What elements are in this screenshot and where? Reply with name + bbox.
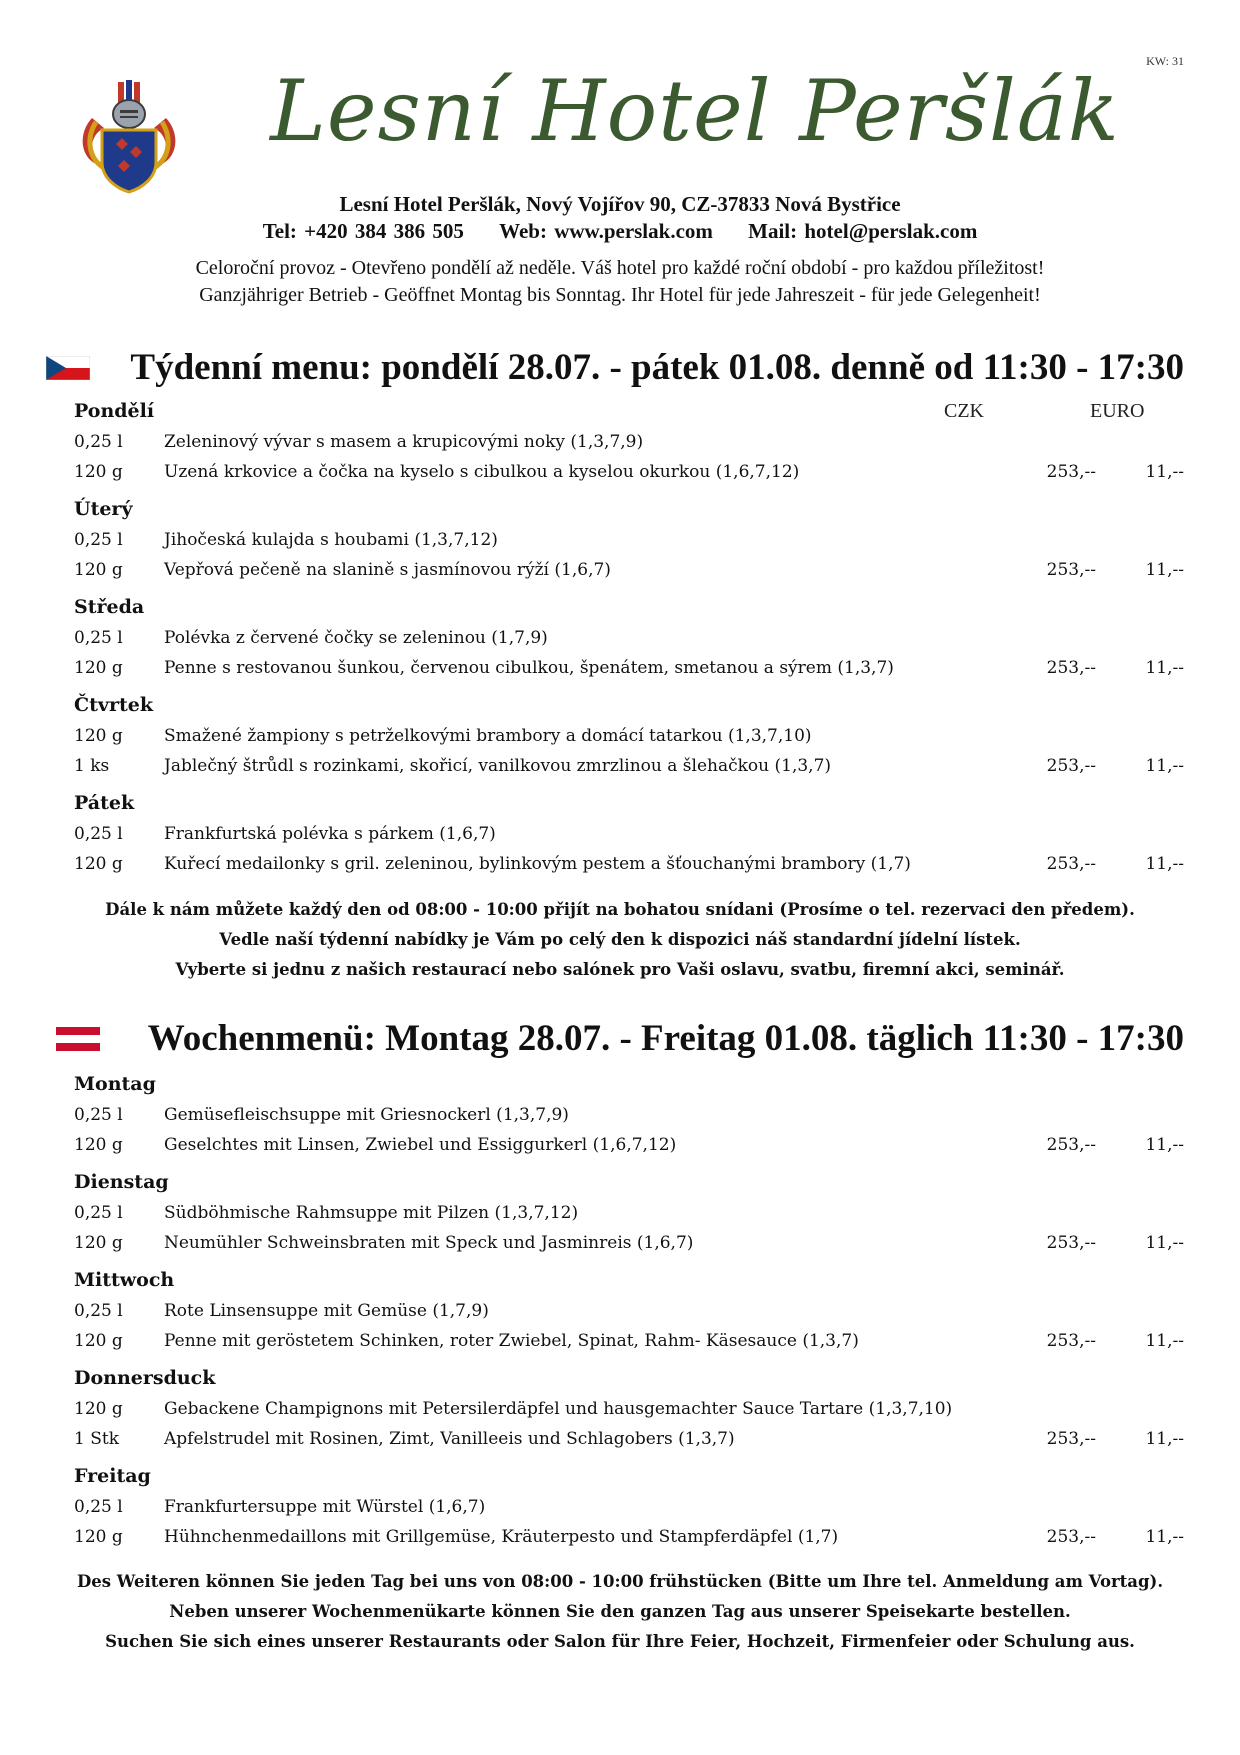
item-price-czk: 253,-- bbox=[1046, 1429, 1096, 1449]
day-heading: Čtvrtek bbox=[74, 694, 153, 716]
menu-row bbox=[74, 756, 1184, 782]
item-quantity: 120 g bbox=[74, 462, 123, 482]
german-menu-heading bbox=[0, 1017, 1240, 1061]
euro-column-header: EURO bbox=[1090, 400, 1145, 422]
item-dish: Apfelstrudel mit Rosinen, Zimt, Vanilleeis und Schlagobers (1,3,7) bbox=[164, 1429, 735, 1449]
day-heading: Středa bbox=[74, 596, 145, 618]
menu-row bbox=[74, 726, 1184, 752]
item-dish: Geselchtes mit Linsen, Zwiebel und Essiggurkerl (1,6,7,12) bbox=[164, 1135, 677, 1155]
hotel-address: Lesní Hotel Peršlák, Nový Vojířov 90, CZ-37833 Nová Bystřice bbox=[339, 192, 901, 216]
item-quantity: 1 Stk bbox=[74, 1429, 119, 1449]
german-note-events: Suchen Sie sich eines unserer Restaurants oder Salon für Ihre Feier, Hochzeit, Firmenfeier oder Schulung aus. bbox=[105, 1632, 1135, 1651]
czech-note-standard-menu: Vedle naší týdenní nabídky je Vám po celý den k dispozici náš standardní jídelní lístek. bbox=[219, 930, 1021, 949]
item-dish: Zeleninový vývar s masem a krupicovými noky (1,3,7,9) bbox=[164, 432, 644, 452]
calendar-week-label: KW: 31 bbox=[1146, 54, 1184, 68]
item-quantity: 120 g bbox=[74, 1135, 123, 1155]
item-dish: Polévka z červené čočky se zeleninou (1,7,9) bbox=[164, 628, 548, 648]
item-quantity: 1 ks bbox=[74, 756, 110, 776]
menu-row bbox=[74, 1527, 1184, 1553]
menu-row bbox=[74, 432, 1184, 458]
item-dish: Penne s restovanou šunkou, červenou cibulkou, špenátem, smetanou a sýrem (1,3,7) bbox=[164, 658, 894, 678]
item-dish: Gebackene Champignons mit Petersilerdäpfel und hausgemachter Sauce Tartare (1,3,7,10) bbox=[164, 1399, 953, 1419]
item-quantity: 120 g bbox=[74, 1399, 123, 1419]
item-quantity: 0,25 l bbox=[74, 530, 123, 550]
item-price-czk: 253,-- bbox=[1046, 658, 1096, 678]
menu-row bbox=[74, 628, 1184, 654]
czech-menu-heading bbox=[0, 346, 1240, 390]
item-quantity: 120 g bbox=[74, 1233, 123, 1253]
menu-row bbox=[74, 530, 1184, 556]
hotel-logotype: Lesní Hotel Peršlák bbox=[270, 62, 1120, 160]
item-dish: Jablečný štrůdl s rozinkami, skořicí, vanilkovou zmrzlinou a šlehačkou (1,3,7) bbox=[164, 756, 832, 776]
item-quantity: 0,25 l bbox=[74, 1301, 123, 1321]
email-link[interactable]: Mail: hotel@perslak.com bbox=[748, 219, 978, 243]
item-dish: Uzená krkovice a čočka na kyselo s cibulkou a kyselou okurkou (1,6,7,12) bbox=[164, 462, 800, 482]
menu-row bbox=[74, 658, 1184, 684]
item-quantity: 0,25 l bbox=[74, 824, 123, 844]
item-quantity: 120 g bbox=[74, 854, 123, 874]
item-price-czk: 253,-- bbox=[1046, 1527, 1096, 1547]
item-dish: Rote Linsensuppe mit Gemüse (1,7,9) bbox=[164, 1301, 489, 1321]
item-price-czk: 253,-- bbox=[1046, 854, 1096, 874]
german-menu-title: Wochenmenü: Montag 28.07. - Freitag 01.08. täglich 11:30 - 17:30 bbox=[147, 1018, 1184, 1059]
item-price-eur: 11,-- bbox=[1145, 756, 1184, 776]
item-price-eur: 11,-- bbox=[1145, 1331, 1184, 1351]
item-quantity: 120 g bbox=[74, 726, 123, 746]
item-dish: Kuřecí medailonky s gril. zeleninou, bylinkovým pestem a šťouchanými brambory (1,7) bbox=[164, 854, 911, 874]
day-heading: Pondělí bbox=[74, 400, 155, 422]
item-quantity: 0,25 l bbox=[74, 628, 123, 648]
item-quantity: 120 g bbox=[74, 1527, 123, 1547]
czech-note-breakfast: Dále k nám můžete každý den od 08:00 - 10:00 přijít na bohatou snídani (Prosíme o tel. rezervaci den předem). bbox=[105, 900, 1135, 919]
motto-czech: Celoroční provoz - Otevřeno pondělí až neděle. Váš hotel pro každé roční období - pro každou příležitost! bbox=[195, 257, 1045, 279]
item-dish: Frankfurtersuppe mit Würstel (1,6,7) bbox=[164, 1497, 486, 1517]
item-quantity: 0,25 l bbox=[74, 432, 123, 452]
day-heading: Montag bbox=[74, 1073, 156, 1095]
item-price-eur: 11,-- bbox=[1145, 1429, 1184, 1449]
menu-row bbox=[74, 1105, 1184, 1131]
contact-line bbox=[0, 219, 1240, 244]
czk-column-header: CZK bbox=[944, 400, 984, 422]
item-dish: Hühnchenmedaillons mit Grillgemüse, Kräuterpesto und Stampferdäpfel (1,7) bbox=[164, 1527, 839, 1547]
item-price-eur: 11,-- bbox=[1145, 1527, 1184, 1547]
item-price-eur: 11,-- bbox=[1145, 854, 1184, 874]
item-dish: Penne mit geröstetem Schinken, roter Zwiebel, Spinat, Rahm- Käsesauce (1,3,7) bbox=[164, 1331, 859, 1351]
item-price-czk: 253,-- bbox=[1046, 1233, 1096, 1253]
item-price-eur: 11,-- bbox=[1145, 560, 1184, 580]
item-price-czk: 253,-- bbox=[1046, 756, 1096, 776]
item-dish: Frankfurtská polévka s párkem (1,6,7) bbox=[164, 824, 496, 844]
item-price-czk: 253,-- bbox=[1046, 1135, 1096, 1155]
item-price-czk: 253,-- bbox=[1046, 1331, 1096, 1351]
item-dish: Smažené žampiony s petrželkovými brambory a domácí tatarkou (1,3,7,10) bbox=[164, 726, 812, 746]
menu-row bbox=[74, 1135, 1184, 1161]
day-heading: Freitag bbox=[74, 1465, 151, 1487]
german-note-standard-menu: Neben unserer Wochenmenükarte können Sie den ganzen Tag aus unserer Speisekarte bestellen. bbox=[169, 1602, 1071, 1621]
menu-row bbox=[74, 1429, 1184, 1455]
menu-row bbox=[74, 560, 1184, 586]
menu-row bbox=[74, 1301, 1184, 1327]
item-price-eur: 11,-- bbox=[1145, 1135, 1184, 1155]
item-price-czk: 253,-- bbox=[1046, 462, 1096, 482]
website-link[interactable]: Web: www.perslak.com bbox=[499, 219, 713, 243]
czech-flag-icon bbox=[46, 356, 90, 380]
phone-number: Tel: +420 384 386 505 bbox=[262, 219, 464, 243]
motto-german: Ganzjähriger Betrieb - Geöffnet Montag bis Sonntag. Ihr Hotel für jede Jahreszeit - für jede Gelegenheit! bbox=[199, 284, 1041, 306]
menu-row bbox=[74, 824, 1184, 850]
czech-menu-title: Týdenní menu: pondělí 28.07. - pátek 01.08. denně od 11:30 - 17:30 bbox=[130, 347, 1184, 388]
day-heading: Donnersduck bbox=[74, 1367, 216, 1389]
item-quantity: 120 g bbox=[74, 560, 123, 580]
item-dish: Neumühler Schweinsbraten mit Speck und Jasminreis (1,6,7) bbox=[164, 1233, 694, 1253]
item-price-eur: 11,-- bbox=[1145, 1233, 1184, 1253]
german-note-breakfast: Des Weiteren können Sie jeden Tag bei uns von 08:00 - 10:00 frühstücken (Bitte um Ihre tel. Anmeldung am Vortag). bbox=[76, 1572, 1164, 1591]
day-heading: Úterý bbox=[74, 498, 133, 520]
item-dish: Jihočeská kulajda s houbami (1,3,7,12) bbox=[164, 530, 498, 550]
menu-row bbox=[74, 1497, 1184, 1523]
item-price-eur: 11,-- bbox=[1145, 658, 1184, 678]
menu-row bbox=[74, 1233, 1184, 1259]
menu-row bbox=[74, 854, 1184, 880]
item-dish: Gemüsefleischsuppe mit Griesnockerl (1,3,7,9) bbox=[164, 1105, 569, 1125]
item-dish: Südböhmische Rahmsuppe mit Pilzen (1,3,7,12) bbox=[164, 1203, 579, 1223]
menu-row bbox=[74, 1331, 1184, 1357]
item-quantity: 0,25 l bbox=[74, 1497, 123, 1517]
item-dish: Vepřová pečeně na slanině s jasmínovou rýží (1,6,7) bbox=[164, 560, 611, 580]
czech-note-events: Vyberte si jednu z našich restaurací nebo salónek pro Vaši oslavu, svatbu, firemní akci, seminář. bbox=[175, 960, 1065, 979]
menu-row bbox=[74, 462, 1184, 488]
menu-row bbox=[74, 1399, 1184, 1425]
item-price-czk: 253,-- bbox=[1046, 560, 1096, 580]
menu-row bbox=[74, 1203, 1184, 1229]
day-heading: Pátek bbox=[74, 792, 135, 814]
day-heading: Dienstag bbox=[74, 1171, 169, 1193]
item-quantity: 0,25 l bbox=[74, 1203, 123, 1223]
item-quantity: 120 g bbox=[74, 658, 123, 678]
item-quantity: 120 g bbox=[74, 1331, 123, 1351]
austrian-flag-icon bbox=[56, 1027, 100, 1051]
item-price-eur: 11,-- bbox=[1145, 462, 1184, 482]
day-heading: Mittwoch bbox=[74, 1269, 175, 1291]
item-quantity: 0,25 l bbox=[74, 1105, 123, 1125]
